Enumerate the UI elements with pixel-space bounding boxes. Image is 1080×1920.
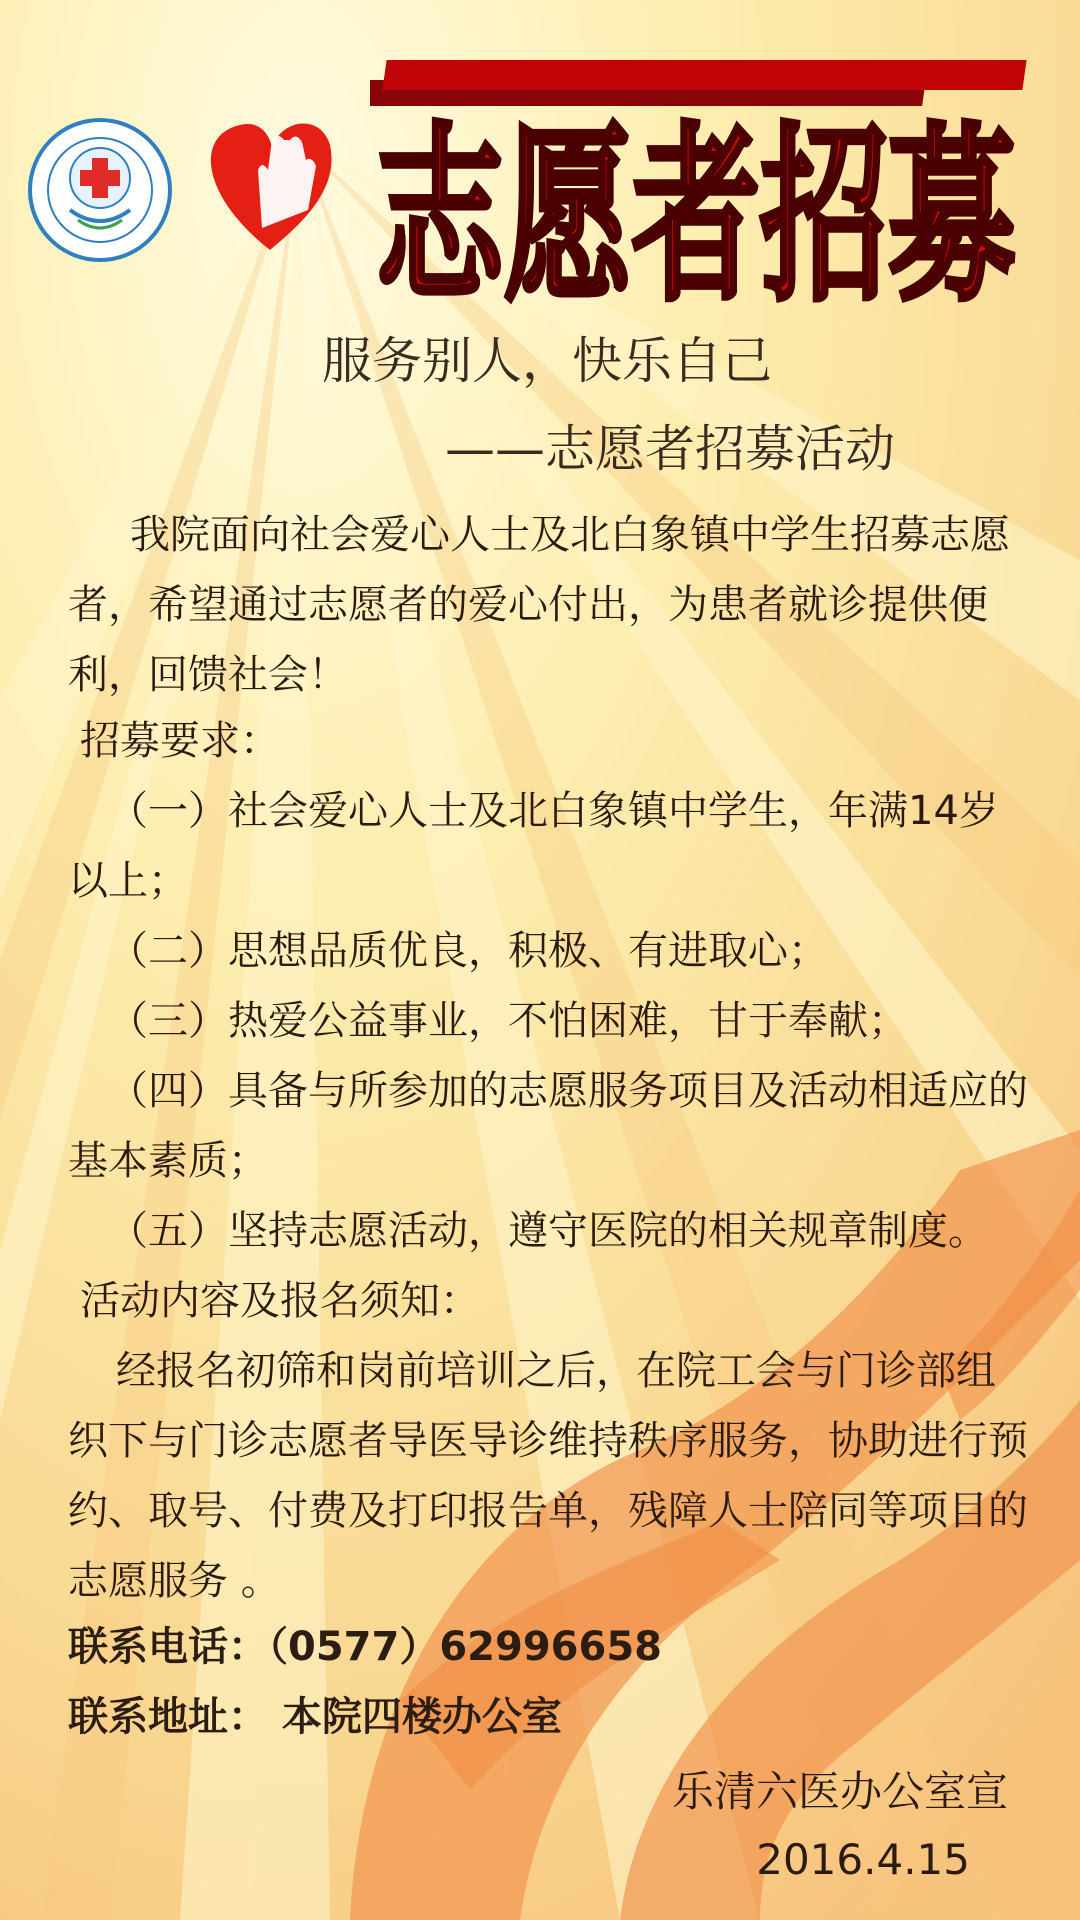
requirement-item (68, 1056, 1028, 1196)
requirement-text: （二）思想品质优良，积极、有进取心； (108, 928, 828, 974)
subline: ——志愿者招募活动 (445, 420, 895, 478)
requirement-item (68, 916, 1028, 986)
requirement-text: （一）社会爱心人士及北白象镇中学生，年满14岁以上； (68, 788, 999, 904)
intro-paragraph (68, 500, 1028, 710)
requirement-text: （四）具备与所参加的志愿服务项目及活动相适应的基本素质； (68, 1068, 1028, 1184)
signature: 乐清六医办公室宣 (671, 1767, 1008, 1816)
title-art (370, 50, 1030, 320)
activity-heading: 活动内容及报名须知： (80, 1278, 480, 1324)
activity-text: 经报名初筛和岗前培训之后，在院工会与门诊部组织下与门诊志愿者导医导诊维持秩序服务，协助进行预约、取号、付费及打印报告单，残障人士陪同等项目的志愿服务 。 (68, 1348, 1028, 1604)
contact-address: 联系地址： 本院四楼办公室 (68, 1694, 562, 1740)
requirement-item (68, 776, 1028, 916)
headline: 服务别人，快乐自己 (322, 332, 772, 390)
contact-phone: 联系电话：（0577）62996658 (68, 1624, 662, 1670)
requirement-text: （三）热爱公益事业，不怕困难，甘于奉献； (108, 998, 908, 1044)
title-text: 志愿者招募 (376, 111, 1016, 320)
requirement-text: （五）坚持志愿活动，遵守医院的相关规章制度。 (108, 1208, 988, 1254)
activity-paragraph (68, 1336, 1028, 1616)
requirements-heading: 招募要求： (80, 718, 280, 764)
intro-text: 我院面向社会爱心人士及北白象镇中学生招募志愿者，希望通过志愿者的爱心付出，为患者就诊提供便利，回馈社会！ (68, 512, 1010, 698)
requirement-item (68, 1196, 1028, 1266)
date: 2016.4.15 (756, 1835, 970, 1884)
requirement-item (68, 986, 1028, 1056)
